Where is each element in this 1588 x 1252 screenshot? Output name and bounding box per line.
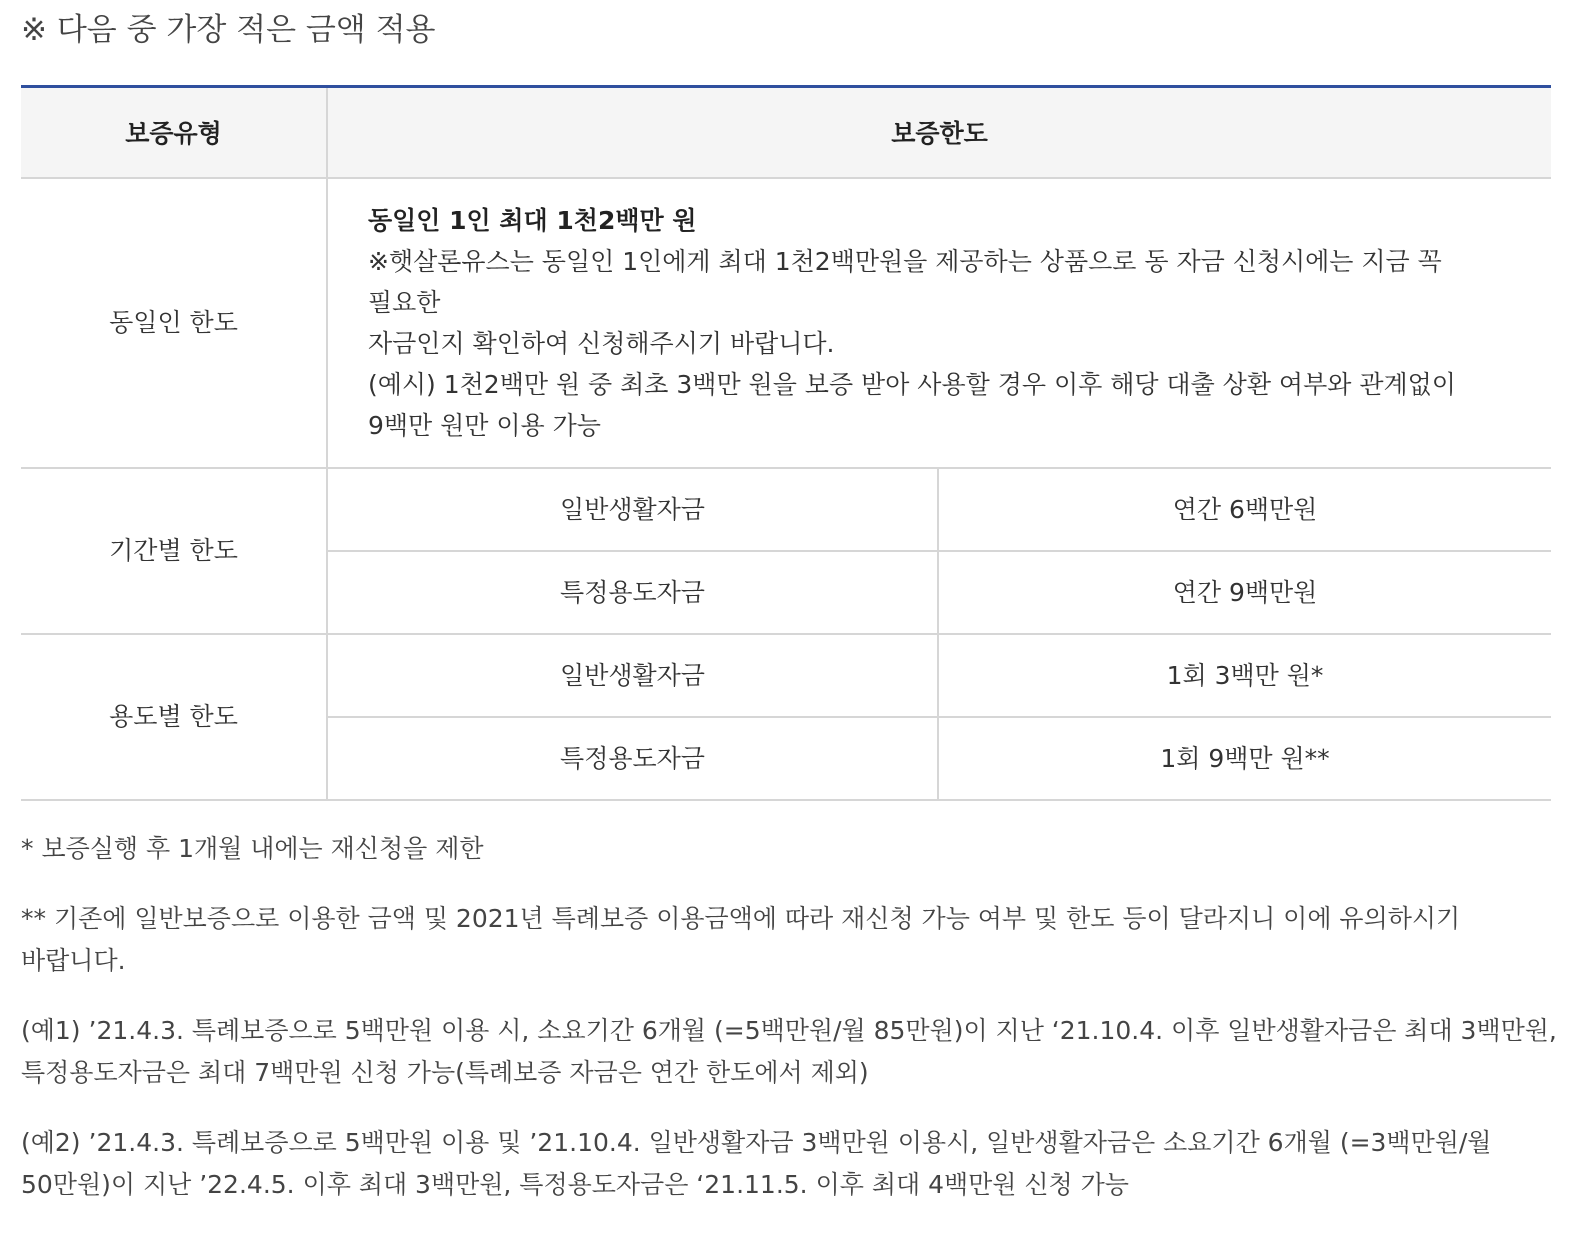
person-limit-line: 필요한 [368,287,441,317]
header-guarantee-type: 보증유형 [21,87,327,178]
category-cell: 특정용도자금 [327,717,938,800]
footnote-prior-usage [21,898,1551,982]
footnote-reapply-restriction [21,828,1551,870]
table-row-purpose-general [21,634,1551,717]
person-limit-title: 동일인 1인 최대 1천2백만 원 [368,205,697,235]
type-cell-purpose-limit: 용도별 한도 [21,634,327,800]
footnote-line: (예2) ’21.4.3. 특례보증으로 5백만원 이용 및 ’21.10.4. 일반생활자금 3백만원 이용시, 일반생활자금은 소요기간 6개월 (=3백만원/월 [21,1128,1492,1157]
table-row-period-general [21,468,1551,551]
type-cell-person-limit: 동일인 한도 [21,178,327,468]
footnote-line: 50만원)이 지난 ’22.4.5. 이후 최대 3백만원, 특정용도자금은 ‘21.11.5. 이후 최대 4백만원 신청 가능 [21,1170,1129,1199]
header-guarantee-limit: 보증한도 [327,87,1551,178]
table-row-person-limit [21,178,1551,468]
footnotes [21,828,1557,1234]
person-limit-line: 자금인지 확인하여 신청해주시기 바랍니다. [368,328,835,358]
footnote-line: (예1) ’21.4.3. 특례보증으로 5백만원 이용 시, 소요기간 6개월 (=5백만원/월 85만원)이 지난 ‘21.10.4. 이후 일반생활자금은 최대 3백만원, [21,1016,1557,1045]
person-limit-line: (예시) 1천2백만 원 중 최초 3백만 원을 보증 받아 사용할 경우 이후 해당 대출 상환 여부와 관계없이 [368,369,1456,399]
footnote-example-1 [21,1010,1557,1094]
category-cell: 일반생활자금 [327,634,938,717]
category-cell: 특정용도자금 [327,551,938,634]
notice-text: ※ 다음 중 가장 적은 금액 적용 [21,12,436,48]
footnote-line: 특정용도자금은 최대 7백만원 신청 가능(특례보증 자금은 연간 한도에서 제외) [21,1058,869,1087]
guarantee-limit-table [21,85,1551,801]
type-cell-period-limit: 기간별 한도 [21,468,327,634]
amount-cell: 연간 6백만원 [938,468,1551,551]
person-limit-description [327,178,1551,468]
category-cell: 일반생활자금 [327,468,938,551]
table-header-row [21,87,1551,178]
person-limit-line: ※햇살론유스는 동일인 1인에게 최대 1천2백만원을 제공하는 상품으로 동 자금 신청시에는 지금 꼭 [368,246,1442,276]
footnote-line: 바랍니다. [21,946,126,975]
person-limit-line: 9백만 원만 이용 가능 [368,410,601,440]
amount-cell: 연간 9백만원 [938,551,1551,634]
footnote-line: ** 기존에 일반보증으로 이용한 금액 및 2021년 특례보증 이용금액에 따라 재신청 가능 여부 및 한도 등이 달라지니 이에 유의하시기 [21,904,1461,933]
footnote-line: * 보증실행 후 1개월 내에는 재신청을 제한 [21,834,484,863]
footnote-example-2 [21,1122,1551,1206]
amount-cell: 1회 3백만 원* [938,634,1551,717]
amount-cell: 1회 9백만 원** [938,717,1551,800]
